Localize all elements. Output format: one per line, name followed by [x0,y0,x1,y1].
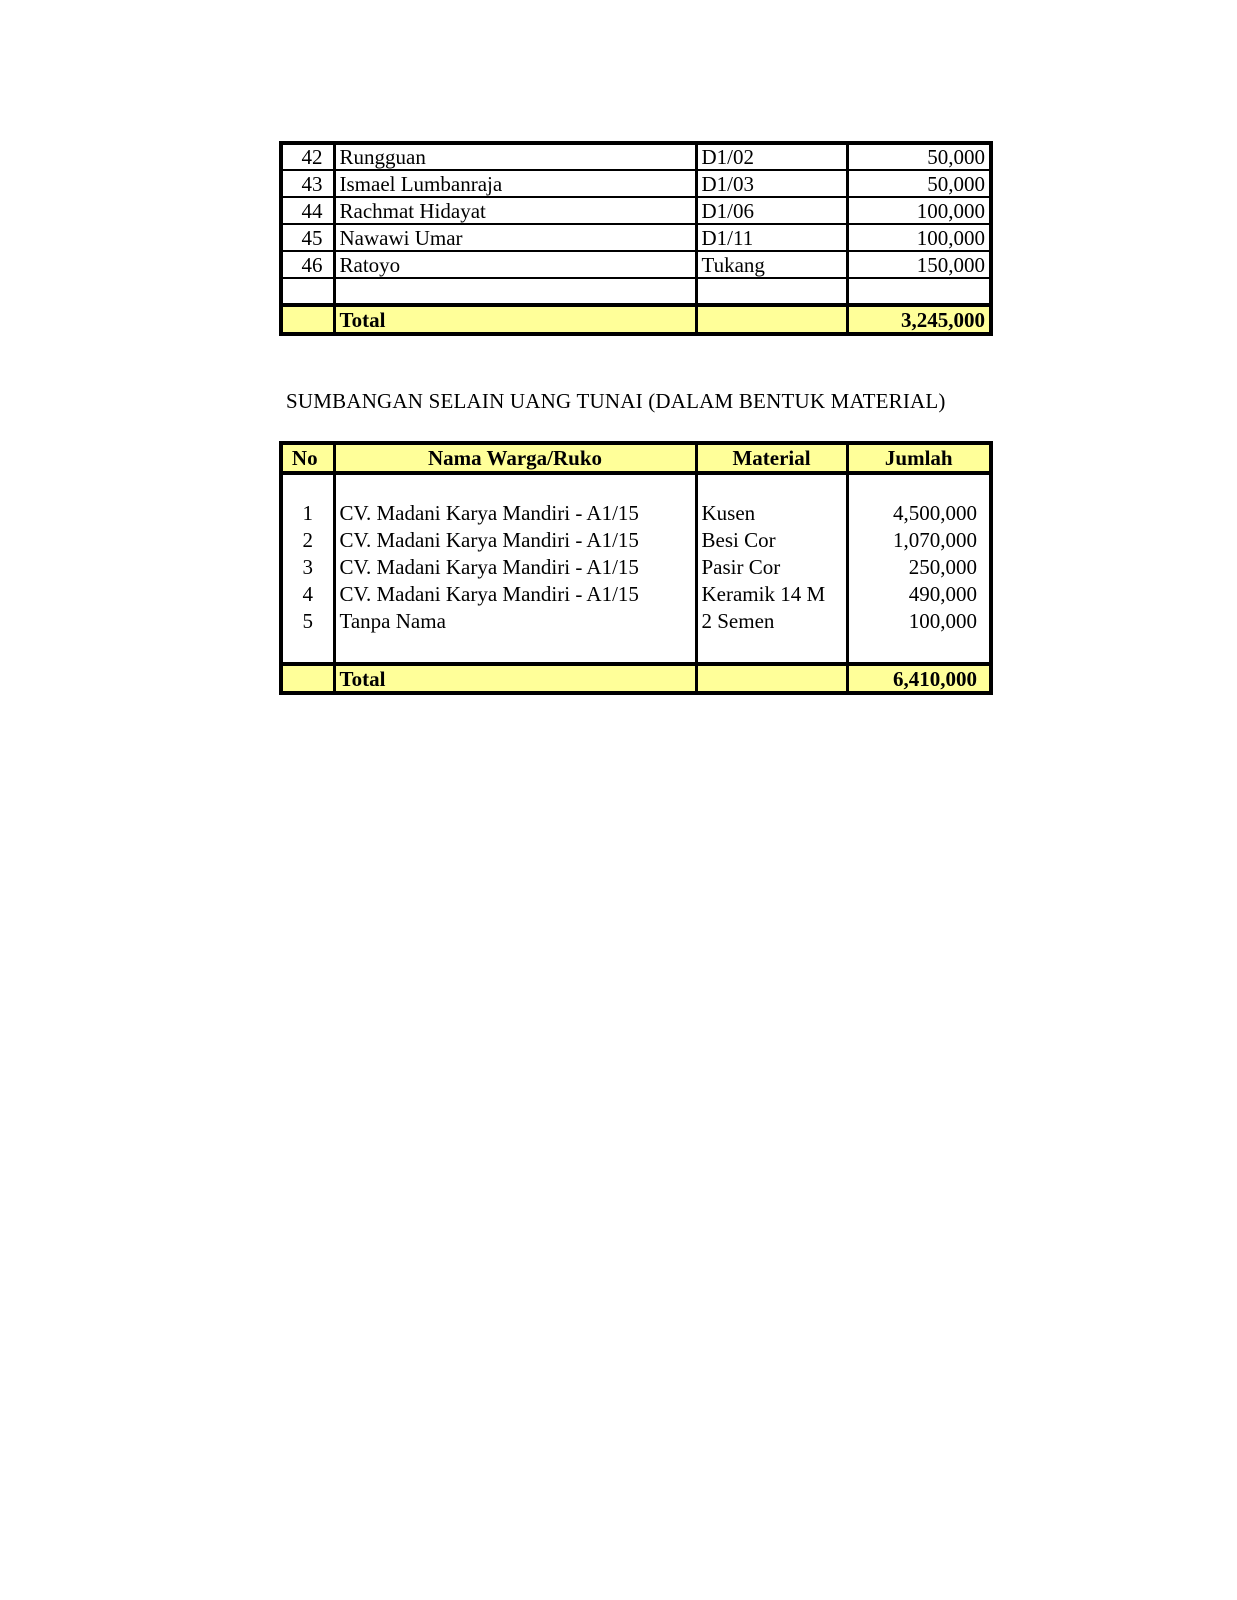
empty-cell [281,473,334,499]
donor-name: Rachmat Hidayat [334,197,696,224]
row-number: 43 [281,170,334,197]
material-amount: 490,000 [847,580,991,607]
empty-cell [696,634,847,664]
table-header-row [281,443,991,473]
material-name: Besi Cor [696,526,847,553]
header-name: Nama Warga/Ruko [334,443,696,473]
empty-cell [696,473,847,499]
total-label: Total [334,305,696,334]
donor-block: D1/02 [696,143,847,170]
row-number: 2 [281,526,334,553]
empty-cell [696,664,847,693]
row-number: 1 [281,499,334,526]
donor-name: Ismael Lumbanraja [334,170,696,197]
material-donation-table [279,441,993,695]
donation-amount: 100,000 [847,197,991,224]
material-amount: 250,000 [847,553,991,580]
donor-block: Tukang [696,251,847,278]
table-row [281,553,991,580]
empty-cell [696,278,847,305]
total-label: Total [334,664,696,693]
donor-name: CV. Madani Karya Mandiri - A1/15 [334,526,696,553]
table-row [281,224,991,251]
empty-cell [334,634,696,664]
table-row [281,499,991,526]
empty-cell [281,278,334,305]
empty-row [281,278,991,305]
donation-amount: 100,000 [847,224,991,251]
empty-cell [847,634,991,664]
table-row [281,170,991,197]
total-row [281,305,991,334]
table-row [281,143,991,170]
table-row [281,607,991,634]
material-name: Pasir Cor [696,553,847,580]
empty-cell [847,278,991,305]
section-heading: SUMBANGAN SELAIN UANG TUNAI (DALAM BENTUK MATERIAL) [286,389,946,413]
header-amount: Jumlah [847,443,991,473]
row-number: 45 [281,224,334,251]
table-row [281,526,991,553]
total-amount: 3,245,000 [847,305,991,334]
row-number: 46 [281,251,334,278]
spacer-row [281,473,991,499]
row-number: 3 [281,553,334,580]
header-material: Material [696,443,847,473]
material-amount: 1,070,000 [847,526,991,553]
table-row [281,197,991,224]
empty-cell [334,473,696,499]
row-number: 4 [281,580,334,607]
empty-cell [334,278,696,305]
empty-cell [281,305,334,334]
spacer-row [281,634,991,664]
donor-name: CV. Madani Karya Mandiri - A1/15 [334,553,696,580]
empty-cell [281,634,334,664]
empty-cell [847,473,991,499]
row-number: 5 [281,607,334,634]
donor-name: Rungguan [334,143,696,170]
material-name: Keramik 14 M [696,580,847,607]
donation-amount: 150,000 [847,251,991,278]
header-no: No [281,443,334,473]
empty-cell [281,664,334,693]
donation-amount: 50,000 [847,170,991,197]
material-name: Kusen [696,499,847,526]
donor-name: CV. Madani Karya Mandiri - A1/15 [334,499,696,526]
table-row [281,580,991,607]
table-row [281,251,991,278]
total-row [281,664,991,693]
row-number: 42 [281,143,334,170]
donor-name: CV. Madani Karya Mandiri - A1/15 [334,580,696,607]
total-amount: 6,410,000 [847,664,991,693]
empty-cell [696,305,847,334]
donor-block: D1/11 [696,224,847,251]
donor-name: Ratoyo [334,251,696,278]
cash-donation-table [279,141,993,336]
donor-name: Tanpa Nama [334,607,696,634]
row-number: 44 [281,197,334,224]
material-amount: 100,000 [847,607,991,634]
material-name: 2 Semen [696,607,847,634]
donation-amount: 50,000 [847,143,991,170]
donor-block: D1/03 [696,170,847,197]
donor-block: D1/06 [696,197,847,224]
material-amount: 4,500,000 [847,499,991,526]
donor-name: Nawawi Umar [334,224,696,251]
